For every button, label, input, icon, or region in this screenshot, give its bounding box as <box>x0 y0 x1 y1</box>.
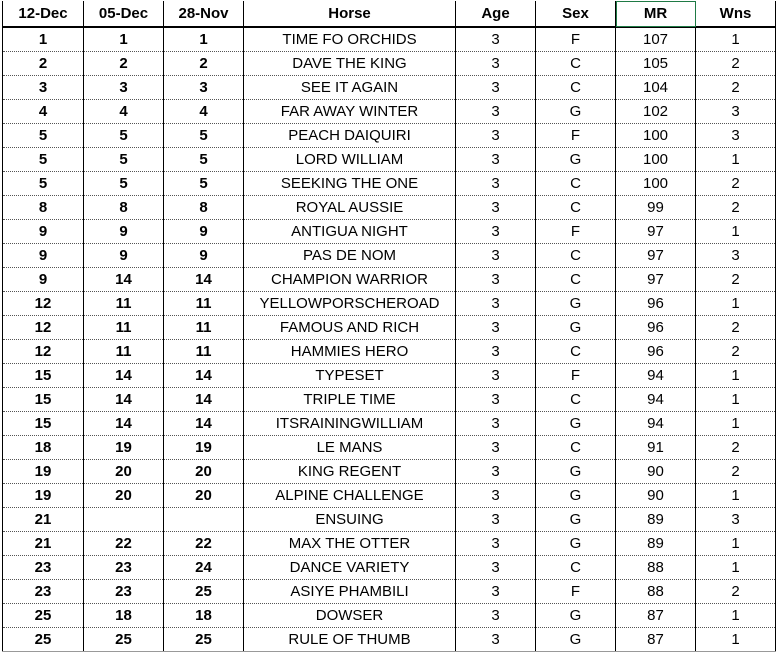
cell-rank-28-nov[interactable]: 11 <box>164 316 244 340</box>
cell-horse-name[interactable]: LORD WILLIAM <box>244 148 456 172</box>
cell-age[interactable]: 3 <box>456 628 536 652</box>
cell-wins[interactable]: 2 <box>696 268 776 292</box>
cell-wins[interactable]: 1 <box>696 628 776 652</box>
cell-age[interactable]: 3 <box>456 484 536 508</box>
table-row <box>3 196 776 220</box>
header-wns[interactable]: Wns <box>696 1 776 27</box>
cell-wins[interactable]: 2 <box>696 76 776 100</box>
cell-rank-12-dec[interactable]: 5 <box>3 172 84 196</box>
cell-rank-05-dec[interactable] <box>84 508 164 532</box>
table-row <box>3 27 776 52</box>
cell-rank-12-dec[interactable]: 18 <box>3 436 84 460</box>
cell-wins[interactable]: 2 <box>696 52 776 76</box>
cell-horse-name[interactable]: FAMOUS AND RICH <box>244 316 456 340</box>
cell-horse-name[interactable]: SEE IT AGAIN <box>244 76 456 100</box>
cell-rank-12-dec[interactable]: 3 <box>3 76 84 100</box>
cell-rank-05-dec[interactable]: 5 <box>84 124 164 148</box>
cell-wins[interactable]: 3 <box>696 244 776 268</box>
table-row <box>3 508 776 532</box>
table-row <box>3 364 776 388</box>
cell-wins[interactable]: 2 <box>696 196 776 220</box>
cell-age[interactable]: 3 <box>456 100 536 124</box>
cell-rank-28-nov[interactable]: 25 <box>164 628 244 652</box>
cell-horse-name[interactable]: KING REGENT <box>244 460 456 484</box>
cell-wins[interactable]: 1 <box>696 484 776 508</box>
cell-wins[interactable]: 3 <box>696 124 776 148</box>
cell-sex[interactable]: C <box>536 268 616 292</box>
cell-rank-05-dec[interactable]: 20 <box>84 460 164 484</box>
cell-rank-12-dec[interactable]: 1 <box>3 27 84 52</box>
cell-horse-name[interactable]: LE MANS <box>244 436 456 460</box>
cell-sex[interactable]: G <box>536 292 616 316</box>
cell-mr[interactable]: 99 <box>616 196 696 220</box>
cell-sex[interactable]: C <box>536 556 616 580</box>
cell-mr[interactable]: 89 <box>616 508 696 532</box>
cell-horse-name[interactable]: DOWSER <box>244 604 456 628</box>
cell-sex[interactable]: G <box>536 412 616 436</box>
cell-sex[interactable]: F <box>536 27 616 52</box>
cell-age[interactable]: 3 <box>456 340 536 364</box>
cell-rank-05-dec[interactable]: 9 <box>84 244 164 268</box>
cell-rank-12-dec[interactable]: 23 <box>3 556 84 580</box>
table-row <box>3 532 776 556</box>
cell-horse-name[interactable]: ASIYE PHAMBILI <box>244 580 456 604</box>
cell-horse-name[interactable]: SEEKING THE ONE <box>244 172 456 196</box>
table-row <box>3 244 776 268</box>
cell-mr[interactable]: 100 <box>616 172 696 196</box>
cell-horse-name[interactable]: TIME FO ORCHIDS <box>244 27 456 52</box>
cell-wins[interactable]: 1 <box>696 220 776 244</box>
cell-sex[interactable]: F <box>536 580 616 604</box>
table-row <box>3 484 776 508</box>
cell-rank-28-nov[interactable]: 18 <box>164 604 244 628</box>
table-row <box>3 76 776 100</box>
cell-age[interactable]: 3 <box>456 220 536 244</box>
cell-wins[interactable]: 2 <box>696 340 776 364</box>
header-mr[interactable]: MR <box>616 1 696 27</box>
cell-wins[interactable]: 1 <box>696 364 776 388</box>
cell-wins[interactable]: 1 <box>696 604 776 628</box>
cell-age[interactable]: 3 <box>456 76 536 100</box>
cell-age[interactable]: 3 <box>456 604 536 628</box>
cell-sex[interactable]: G <box>536 532 616 556</box>
cell-rank-12-dec[interactable]: 21 <box>3 508 84 532</box>
cell-rank-12-dec[interactable]: 12 <box>3 292 84 316</box>
cell-rank-12-dec[interactable]: 4 <box>3 100 84 124</box>
header-row <box>3 1 776 27</box>
cell-rank-28-nov[interactable]: 4 <box>164 100 244 124</box>
cell-rank-28-nov[interactable]: 24 <box>164 556 244 580</box>
cell-horse-name[interactable]: HAMMIES HERO <box>244 340 456 364</box>
table-row <box>3 340 776 364</box>
cell-rank-12-dec[interactable]: 2 <box>3 52 84 76</box>
cell-sex[interactable]: G <box>536 148 616 172</box>
cell-sex[interactable]: G <box>536 508 616 532</box>
cell-rank-28-nov[interactable]: 8 <box>164 196 244 220</box>
cell-rank-05-dec[interactable]: 25 <box>84 628 164 652</box>
cell-horse-name[interactable]: ENSUING <box>244 508 456 532</box>
cell-rank-05-dec[interactable]: 4 <box>84 100 164 124</box>
cell-rank-28-nov[interactable]: 1 <box>164 27 244 52</box>
header-05-dec[interactable]: 05-Dec <box>84 1 164 27</box>
cell-rank-12-dec[interactable]: 9 <box>3 244 84 268</box>
table-row <box>3 220 776 244</box>
cell-wins[interactable]: 1 <box>696 388 776 412</box>
cell-rank-05-dec[interactable]: 19 <box>84 436 164 460</box>
cell-wins[interactable]: 1 <box>696 412 776 436</box>
cell-rank-05-dec[interactable]: 3 <box>84 76 164 100</box>
cell-rank-12-dec[interactable]: 19 <box>3 484 84 508</box>
cell-rank-28-nov[interactable]: 5 <box>164 124 244 148</box>
cell-wins[interactable]: 2 <box>696 460 776 484</box>
cell-sex[interactable]: G <box>536 604 616 628</box>
cell-age[interactable]: 3 <box>456 244 536 268</box>
cell-mr[interactable]: 94 <box>616 364 696 388</box>
cell-age[interactable]: 3 <box>456 532 536 556</box>
cell-mr[interactable]: 97 <box>616 244 696 268</box>
cell-age[interactable]: 3 <box>456 196 536 220</box>
cell-mr[interactable]: 88 <box>616 580 696 604</box>
cell-horse-name[interactable]: FAR AWAY WINTER <box>244 100 456 124</box>
cell-mr[interactable]: 107 <box>616 27 696 52</box>
cell-mr[interactable]: 94 <box>616 412 696 436</box>
cell-age[interactable]: 3 <box>456 268 536 292</box>
cell-rank-05-dec[interactable]: 8 <box>84 196 164 220</box>
cell-age[interactable]: 3 <box>456 27 536 52</box>
cell-rank-05-dec[interactable]: 9 <box>84 220 164 244</box>
cell-age[interactable]: 3 <box>456 580 536 604</box>
table-row <box>3 316 776 340</box>
table-row <box>3 604 776 628</box>
cell-rank-05-dec[interactable]: 14 <box>84 388 164 412</box>
cell-mr[interactable]: 91 <box>616 436 696 460</box>
table-row <box>3 628 776 652</box>
cell-sex[interactable]: G <box>536 460 616 484</box>
cell-rank-12-dec[interactable]: 9 <box>3 220 84 244</box>
cell-rank-05-dec[interactable]: 23 <box>84 580 164 604</box>
table-row <box>3 436 776 460</box>
cell-rank-05-dec[interactable]: 5 <box>84 148 164 172</box>
cell-rank-05-dec[interactable]: 5 <box>84 172 164 196</box>
cell-wins[interactable]: 3 <box>696 100 776 124</box>
cell-horse-name[interactable]: TYPESET <box>244 364 456 388</box>
cell-wins[interactable]: 1 <box>696 556 776 580</box>
cell-rank-12-dec[interactable]: 5 <box>3 124 84 148</box>
cell-rank-12-dec[interactable]: 12 <box>3 340 84 364</box>
cell-age[interactable]: 3 <box>456 148 536 172</box>
cell-sex[interactable]: C <box>536 340 616 364</box>
table-row <box>3 268 776 292</box>
cell-wins[interactable]: 1 <box>696 292 776 316</box>
cell-sex[interactable]: C <box>536 196 616 220</box>
cell-mr[interactable]: 96 <box>616 316 696 340</box>
cell-sex[interactable]: G <box>536 100 616 124</box>
cell-sex[interactable]: F <box>536 220 616 244</box>
cell-sex[interactable]: C <box>536 52 616 76</box>
cell-rank-28-nov[interactable]: 20 <box>164 460 244 484</box>
cell-mr[interactable]: 100 <box>616 148 696 172</box>
cell-wins[interactable]: 1 <box>696 532 776 556</box>
cell-rank-28-nov[interactable]: 20 <box>164 484 244 508</box>
cell-rank-28-nov[interactable]: 2 <box>164 52 244 76</box>
cell-rank-12-dec[interactable]: 12 <box>3 316 84 340</box>
cell-rank-12-dec[interactable]: 25 <box>3 604 84 628</box>
cell-wins[interactable]: 1 <box>696 148 776 172</box>
cell-mr[interactable]: 105 <box>616 52 696 76</box>
cell-mr[interactable]: 96 <box>616 292 696 316</box>
cell-mr[interactable]: 97 <box>616 220 696 244</box>
cell-rank-28-nov[interactable]: 14 <box>164 268 244 292</box>
cell-age[interactable]: 3 <box>456 460 536 484</box>
cell-sex[interactable]: F <box>536 364 616 388</box>
table-body <box>3 27 776 652</box>
cell-wins[interactable]: 2 <box>696 316 776 340</box>
cell-rank-12-dec[interactable]: 21 <box>3 532 84 556</box>
table-row <box>3 100 776 124</box>
header-12-dec[interactable]: 12-Dec <box>3 1 84 27</box>
cell-horse-name[interactable]: ALPINE CHALLENGE <box>244 484 456 508</box>
cell-wins[interactable]: 2 <box>696 580 776 604</box>
cell-rank-05-dec[interactable]: 20 <box>84 484 164 508</box>
cell-rank-28-nov[interactable]: 5 <box>164 172 244 196</box>
table-row <box>3 148 776 172</box>
cell-mr[interactable]: 94 <box>616 388 696 412</box>
cell-rank-12-dec[interactable]: 15 <box>3 364 84 388</box>
table-row <box>3 292 776 316</box>
cell-rank-12-dec[interactable]: 8 <box>3 196 84 220</box>
cell-wins[interactable]: 2 <box>696 436 776 460</box>
header-28-nov[interactable]: 28-Nov <box>164 1 244 27</box>
cell-age[interactable]: 3 <box>456 436 536 460</box>
cell-age[interactable]: 3 <box>456 412 536 436</box>
cell-horse-name[interactable]: DAVE THE KING <box>244 52 456 76</box>
cell-age[interactable]: 3 <box>456 316 536 340</box>
table-row <box>3 172 776 196</box>
cell-rank-28-nov[interactable]: 9 <box>164 244 244 268</box>
cell-rank-05-dec[interactable]: 11 <box>84 292 164 316</box>
cell-rank-28-nov[interactable]: 14 <box>164 364 244 388</box>
cell-age[interactable]: 3 <box>456 364 536 388</box>
cell-wins[interactable]: 2 <box>696 172 776 196</box>
cell-sex[interactable]: C <box>536 436 616 460</box>
cell-rank-12-dec[interactable]: 25 <box>3 628 84 652</box>
cell-rank-28-nov[interactable]: 11 <box>164 292 244 316</box>
cell-age[interactable]: 3 <box>456 124 536 148</box>
cell-mr[interactable]: 87 <box>616 604 696 628</box>
cell-wins[interactable]: 3 <box>696 508 776 532</box>
cell-rank-28-nov[interactable]: 25 <box>164 580 244 604</box>
header-age[interactable]: Age <box>456 1 536 27</box>
cell-sex[interactable]: F <box>536 124 616 148</box>
cell-sex[interactable]: G <box>536 316 616 340</box>
cell-mr[interactable]: 100 <box>616 124 696 148</box>
cell-rank-28-nov[interactable]: 11 <box>164 340 244 364</box>
cell-rank-28-nov[interactable] <box>164 508 244 532</box>
cell-rank-12-dec[interactable]: 9 <box>3 268 84 292</box>
cell-age[interactable]: 3 <box>456 172 536 196</box>
cell-rank-28-nov[interactable]: 22 <box>164 532 244 556</box>
cell-horse-name[interactable]: PAS DE NOM <box>244 244 456 268</box>
cell-rank-05-dec[interactable]: 11 <box>84 316 164 340</box>
header-horse[interactable]: Horse <box>244 1 456 27</box>
cell-age[interactable]: 3 <box>456 52 536 76</box>
cell-rank-12-dec[interactable]: 23 <box>3 580 84 604</box>
cell-mr[interactable]: 87 <box>616 628 696 652</box>
table-row <box>3 124 776 148</box>
cell-rank-05-dec[interactable]: 14 <box>84 364 164 388</box>
cell-rank-12-dec[interactable]: 15 <box>3 388 84 412</box>
cell-horse-name[interactable]: TRIPLE TIME <box>244 388 456 412</box>
cell-age[interactable]: 3 <box>456 556 536 580</box>
cell-mr[interactable]: 102 <box>616 100 696 124</box>
cell-rank-12-dec[interactable]: 5 <box>3 148 84 172</box>
cell-rank-05-dec[interactable]: 11 <box>84 340 164 364</box>
cell-rank-28-nov[interactable]: 14 <box>164 388 244 412</box>
cell-sex[interactable]: C <box>536 76 616 100</box>
cell-rank-05-dec[interactable]: 18 <box>84 604 164 628</box>
cell-sex[interactable]: C <box>536 172 616 196</box>
cell-rank-05-dec[interactable]: 14 <box>84 268 164 292</box>
cell-mr[interactable]: 96 <box>616 340 696 364</box>
cell-rank-28-nov[interactable]: 3 <box>164 76 244 100</box>
cell-mr[interactable]: 97 <box>616 268 696 292</box>
cell-sex[interactable]: G <box>536 484 616 508</box>
cell-rank-12-dec[interactable]: 15 <box>3 412 84 436</box>
horse-ratings-table <box>2 1 776 652</box>
cell-mr[interactable]: 89 <box>616 532 696 556</box>
cell-rank-05-dec[interactable]: 22 <box>84 532 164 556</box>
cell-rank-12-dec[interactable]: 19 <box>3 460 84 484</box>
table-row <box>3 412 776 436</box>
cell-age[interactable]: 3 <box>456 292 536 316</box>
cell-horse-name[interactable]: PEACH DAIQUIRI <box>244 124 456 148</box>
cell-mr[interactable]: 90 <box>616 484 696 508</box>
cell-sex[interactable]: G <box>536 628 616 652</box>
table-row <box>3 556 776 580</box>
cell-horse-name[interactable]: CHAMPION WARRIOR <box>244 268 456 292</box>
cell-mr[interactable]: 90 <box>616 460 696 484</box>
cell-rank-28-nov[interactable]: 5 <box>164 148 244 172</box>
cell-horse-name[interactable]: YELLOWPORSCHEROAD <box>244 292 456 316</box>
cell-horse-name[interactable]: DANCE VARIETY <box>244 556 456 580</box>
cell-mr[interactable]: 88 <box>616 556 696 580</box>
cell-horse-name[interactable]: ITSRAININGWILLIAM <box>244 412 456 436</box>
cell-horse-name[interactable]: ROYAL AUSSIE <box>244 196 456 220</box>
table-row <box>3 460 776 484</box>
cell-rank-28-nov[interactable]: 9 <box>164 220 244 244</box>
cell-wins[interactable]: 1 <box>696 27 776 52</box>
cell-horse-name[interactable]: MAX THE OTTER <box>244 532 456 556</box>
cell-sex[interactable]: C <box>536 388 616 412</box>
cell-rank-05-dec[interactable]: 14 <box>84 412 164 436</box>
cell-rank-28-nov[interactable]: 19 <box>164 436 244 460</box>
header-sex[interactable]: Sex <box>536 1 616 27</box>
cell-age[interactable]: 3 <box>456 508 536 532</box>
cell-sex[interactable]: C <box>536 244 616 268</box>
cell-rank-05-dec[interactable]: 23 <box>84 556 164 580</box>
table-row <box>3 388 776 412</box>
cell-horse-name[interactable]: RULE OF THUMB <box>244 628 456 652</box>
table-row <box>3 52 776 76</box>
cell-age[interactable]: 3 <box>456 388 536 412</box>
cell-rank-05-dec[interactable]: 1 <box>84 27 164 52</box>
table-row <box>3 580 776 604</box>
cell-horse-name[interactable]: ANTIGUA NIGHT <box>244 220 456 244</box>
cell-mr[interactable]: 104 <box>616 76 696 100</box>
cell-rank-05-dec[interactable]: 2 <box>84 52 164 76</box>
cell-rank-28-nov[interactable]: 14 <box>164 412 244 436</box>
